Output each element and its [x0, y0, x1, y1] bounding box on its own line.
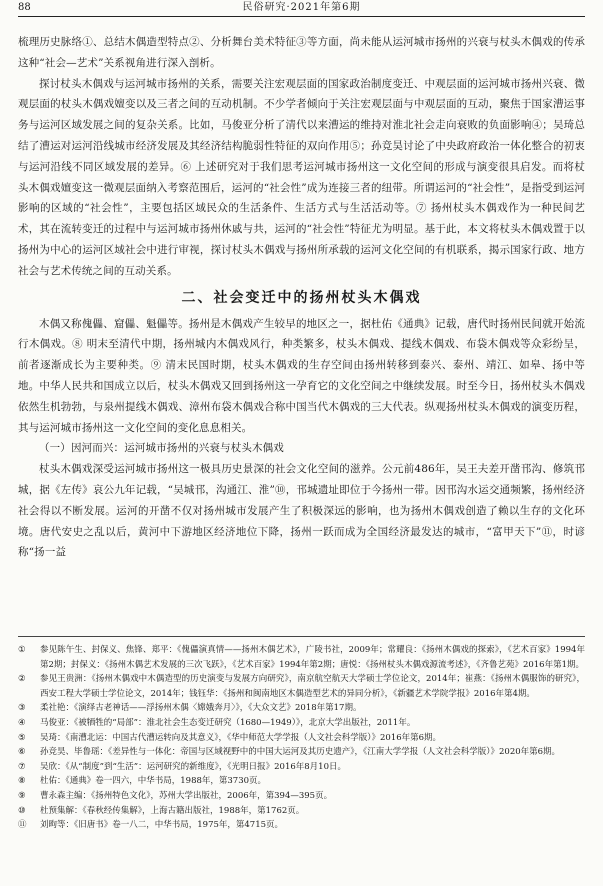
footnote-mark: ⑧	[18, 776, 26, 787]
footnote-text: 曹永森主编：《扬州特色文化》，苏州大学出版社，2006年，第394—395页。	[40, 790, 333, 801]
footnote	[18, 760, 585, 775]
page-number: 88	[18, 2, 31, 13]
journal-title: 民俗研究·2021年第6期	[242, 2, 361, 13]
paragraph: 探讨杖头木偶戏与运河城市扬州的关系，需要关注宏观层面的国家政治制度变迁、中观层面的运河城市扬州兴衰、微观层面的杖头木偶戏嬗变以及三者之间的互动机制。不少学者倾向于关注宏观层面与中观层面的互动，聚焦于国家漕运事务与运河区域发展之间的复杂关系。比如，马俊亚分析了清代以来漕运的维持对淮北社会走向衰败的负面影响④；吴琦总结了漕运对运河沿线城市经济发展及其经济结构脆弱性特征的双向作用⑤；孙竞昊讨论了中央政府政治一体化整合的初衷与运河沿线不同区域发展的差异。⑥ 上述研究对于我们思考运河城市扬州这一文化空间的形成与演变很具启发。而将杖头木偶戏嬗变这一微观层面纳入考察范围后，运河的“社会性”成为连接三者的纽带。所谓运河的“社会性”，是指受到运河影响的区域的“社会性”，主要包括区域民众的生活条件、生活方式与生活活动等。⑦ 扬州杖头木偶戏作为一种民间艺术，其在流转变迁的过程中与运河城市扬州休戚与共，运河的“社会性”特征尤为明显。基于此，本文将杖头木偶戏置于以扬州为中心的运河区域社会中进行审视，探讨杖头木偶戏与扬州所承载的运河文化空间的有机联系，揭示国家行政、地方社会与艺术传统之间的互动关系。	[18, 77, 585, 277]
footnote	[18, 701, 585, 716]
footnote-mark: ⑦	[18, 761, 26, 772]
footnote-mark: ③	[18, 703, 26, 714]
footnote-text: 参见陈午生、封保义、焦锋、郑平：《傀儡演真情——扬州木偶艺术》，广陵书社，2009年；常耀良：《扬州木偶戏的探索》，《艺术百家》1994年第2期；封保义：《扬州木偶艺术发展的三次飞跃》，《艺术百家》1994年第2期；唐悦：《扬州杖头木偶戏源流考述》，《齐鲁艺苑》2016年第1期。	[40, 645, 585, 670]
footnote-text: 杜佑：《通典》卷一四六，中华书局，1988年，第3730页。	[40, 776, 267, 787]
footnote	[18, 643, 585, 672]
footnote-mark: ①	[18, 645, 26, 655]
footnote-mark: ⑥	[18, 747, 26, 758]
footnote-text: 吴欣：《从“制度”到“生活”：运河研究的新维度》，《光明日报》2016年8月10日。	[40, 761, 346, 772]
footnote-mark: ⑩	[18, 805, 26, 816]
footnote	[18, 672, 585, 701]
footnote-text: 参见王贵洲：《扬州木偶戏中木偶造型的历史演变与发展方向研究》，南京航空航天大学硕士学位论文，2014年；崔燕：《扬州木偶服饰的研究》，西安工程大学硕士学位论文，2014年；钱钰华：《扬州和闽南地区木偶造型艺术的异同分析》，《新疆艺术学院学报》2016年第4期。	[40, 674, 585, 699]
paragraph: 木偶又称傀儡、窟儡、魁儡等。扬州是木偶戏产生较早的地区之一，据杜佑《通典》记载，唐代时扬州民间就开始流行木偶戏。⑧ 明末至清代中期，扬州城内木偶戏风行，种类繁多，杖头木偶戏、提线木偶戏、布袋木偶戏等众彩纷呈，前者逐渐成长为主要种类。⑨ 清末民国时期，杖头木偶戏的生存空间由扬州转移到泰兴、泰州、靖江、如皋、扬中等地。中华人民共和国成立以后，杖头木偶戏又回到扬州这一孕育它的文化空间之中继续发展。时至今日，扬州杖头木偶戏依然生机勃勃，与泉州提线木偶戏、漳州布袋木偶戏合称中国当代木偶戏的三大代表。纵观扬州杖头木偶戏的演变历程，其与运河城市扬州这一文化空间的变化息息相关。	[18, 317, 585, 434]
article-body	[18, 32, 585, 563]
paragraph: 梳理历史脉络①、总结木偶造型特点②、分析舞台美术特征③等方面，尚未能从运河城市扬州的兴衰与杖头木偶戏的传承这种“社会—艺术”关系视角进行深入剖析。	[18, 36, 585, 69]
footnote-text: 刘昫等：《旧唐书》卷一八二，中华书局，1975年，第4715页。	[40, 820, 284, 831]
subsection-title: （一）因河而兴：运河城市扬州的兴衰与杖头木偶戏	[39, 442, 284, 455]
paragraph: 杖头木偶戏深受运河城市扬州这一极具历史景深的社会文化空间的滋养。公元前486年，吴王夫差开凿邗沟、修筑邗城，据《左传》哀公九年记载，“吴城邗，沟通江、淮”⑩，邗城遗址即位于今扬州一带。因邗沟水运交通频繁，扬州经济社会得以不断发展。运河的开凿不仅对扬州城市发展产生了积极深远的影响，也为扬州木偶戏创造了赖以生存的文化环境。唐代安史之乱以后，黄河中下游地区经济地位下降，扬州一跃而成为全国经济最发达的城市，“富甲天下”⑪，时谚称“扬一益	[18, 463, 585, 559]
footnote-mark: ⑨	[18, 790, 26, 801]
footnote-mark: ④	[18, 717, 26, 728]
running-header	[18, 0, 585, 17]
footnote	[18, 818, 585, 833]
footnote-mark: ⑤	[18, 732, 26, 743]
footnote	[18, 716, 585, 731]
footnote	[18, 745, 585, 760]
footnote	[18, 804, 585, 819]
footnote-mark: ⑪	[18, 820, 27, 831]
footnote-text: 吴琦：《南漕北运：中国古代漕运转向及其意义》，《华中师范大学学报（人文社会科学版）》2016年第6期。	[40, 732, 442, 743]
footnote	[18, 774, 585, 789]
footnote	[18, 731, 585, 746]
footnote-mark: ②	[18, 674, 26, 685]
footnote	[18, 789, 585, 804]
footnote-text: 孙竞昊、毕鲁瑶：《差异性与一体化：帝国与区域视野中的中国大运河及其历史遗产》，《江南大学学报（人文社会科学版）》2020年第6期。	[40, 747, 561, 758]
footnote-text: 杜预集解：《春秋经传集解》，上海古籍出版社，1988年，第1762页。	[40, 805, 305, 816]
footnotes	[18, 636, 585, 833]
footnote-text: 柔社艳：《演绎古老神话——浮扬州木偶〈嫦娥奔月〉》，《大众文艺》2018年第17期。	[40, 703, 362, 714]
section-title: 二、社会变迁中的扬州杖头木偶戏	[181, 289, 422, 306]
footnote-text: 马俊亚：《被牺牲的“局部”：淮北社会生态变迁研究（1680—1949）》，北京大学出版社，2011年。	[40, 717, 416, 728]
